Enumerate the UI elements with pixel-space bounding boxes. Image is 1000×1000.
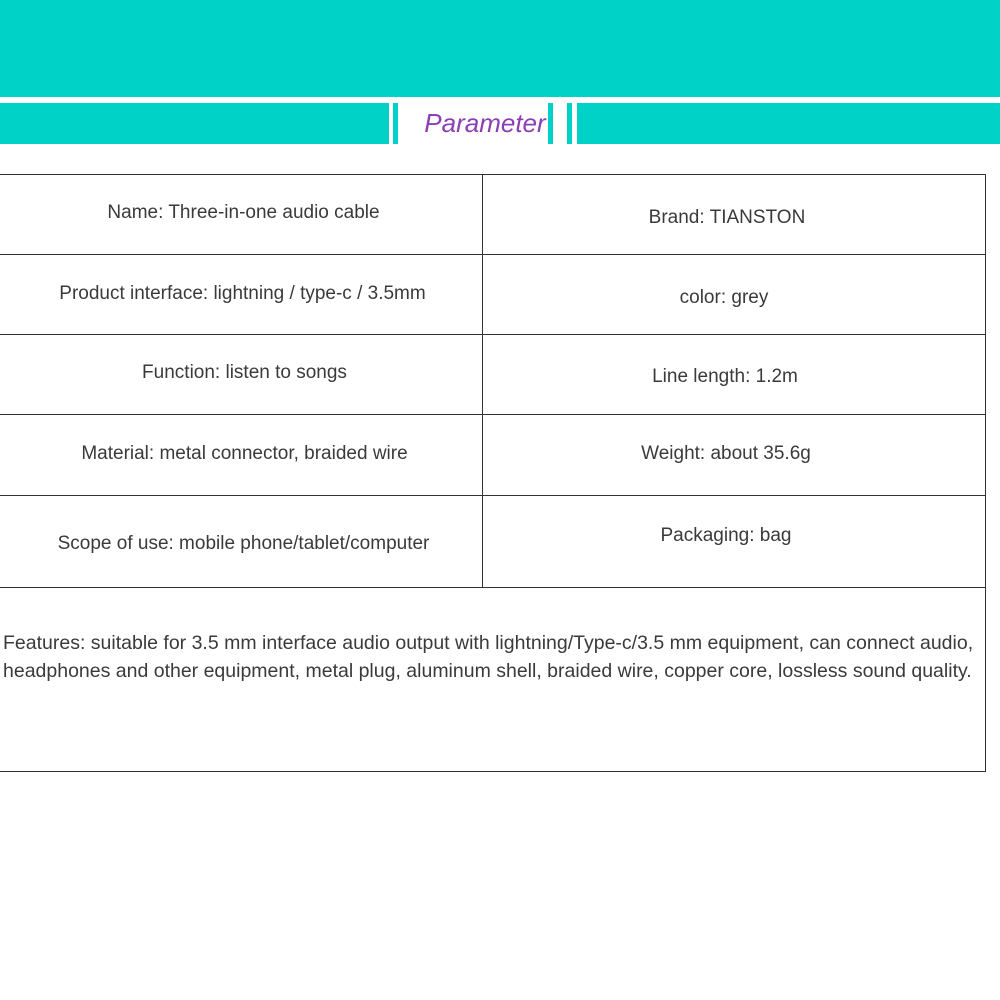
header-tick-left <box>393 103 398 144</box>
param-interface: Product interface: lightning / type-c / 3.5mm <box>59 282 426 304</box>
param-weight: Weight: about 35.6g <box>641 443 811 464</box>
param-material: Material: metal connector, braided wire <box>81 443 408 464</box>
header-tick-right <box>567 103 572 144</box>
param-line-length: Line length: 1.2m <box>652 365 798 387</box>
param-color: color: grey <box>679 286 769 308</box>
header-bar-right <box>577 103 1000 144</box>
param-packaging: Packaging: bag <box>660 524 792 546</box>
param-scope: Scope of use: mobile phone/tablet/computer <box>57 532 430 554</box>
table-row-divider <box>0 587 985 588</box>
section-title: Parameter <box>424 108 546 138</box>
header-bar-left <box>0 103 389 144</box>
param-brand: Brand: TIANSTON <box>648 206 806 228</box>
features-text: Features: suitable for 3.5 mm interface audio output with lightning/Type-c/3.5 mm equipment, can connect audio, headphones and other equipment, metal plug, aluminum shell, braided wire, copper core, lossless sound quality. <box>3 632 974 682</box>
top-color-band <box>0 0 1000 97</box>
parameter-table <box>0 174 986 772</box>
param-function: Function: listen to songs <box>142 361 347 383</box>
param-name: Name: Three-in-one audio cable <box>107 201 380 223</box>
